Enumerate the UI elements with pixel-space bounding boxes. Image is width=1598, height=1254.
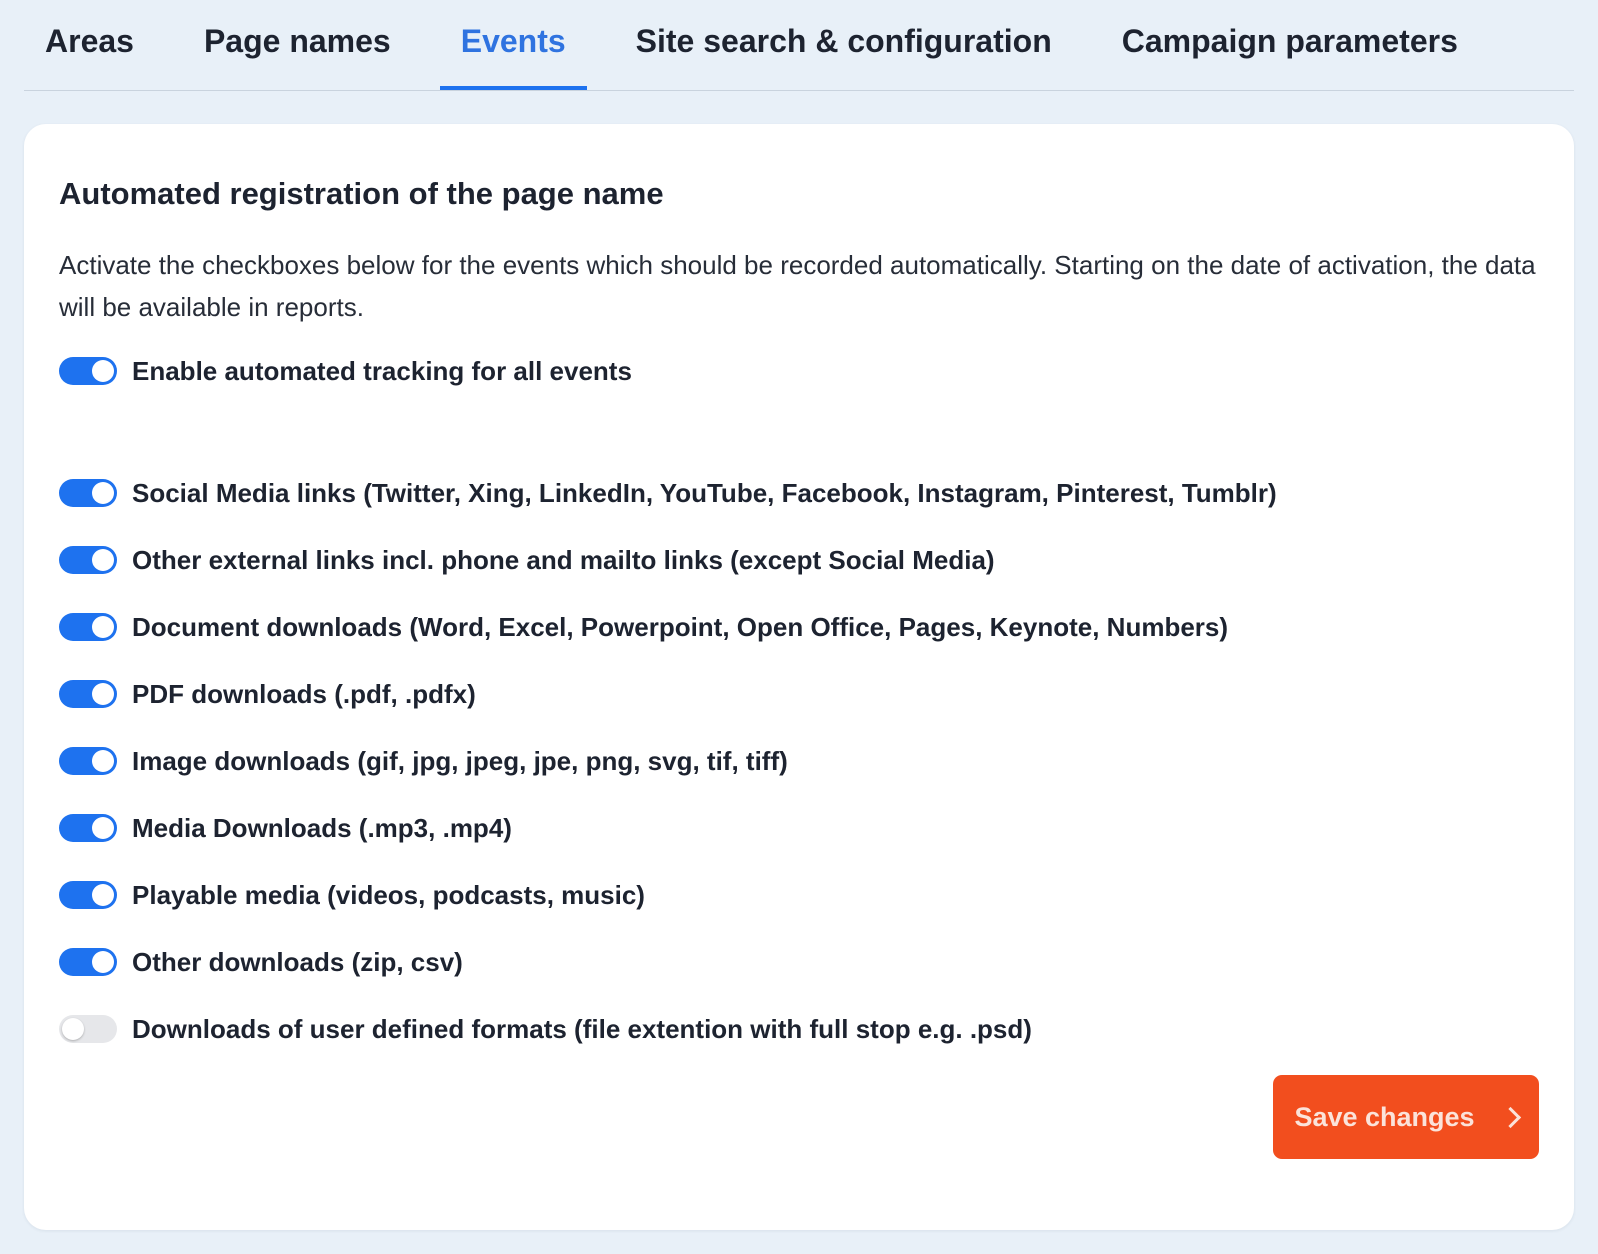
toggle-switch[interactable] xyxy=(59,613,117,641)
toggle-label: Media Downloads (.mp3, .mp4) xyxy=(132,812,512,843)
toggle-label: Image downloads (gif, jpg, jpeg, jpe, png, svg, tif, tiff) xyxy=(132,745,788,776)
tab-site-search-configuration[interactable]: Site search & configuration xyxy=(635,22,1052,59)
toggle-row-social-media[interactable] xyxy=(59,473,1277,513)
toggle-label: Downloads of user defined formats (file extention with full stop e.g. .psd) xyxy=(132,1013,1032,1044)
toggle-switch[interactable] xyxy=(59,881,117,909)
card-title: Automated registration of the page name xyxy=(59,176,664,211)
tab-bar xyxy=(24,0,1574,91)
switch-knob xyxy=(92,884,114,906)
toggle-label: Document downloads (Word, Excel, Powerpoint, Open Office, Pages, Keynote, Numbers) xyxy=(132,611,1229,642)
toggle-switch[interactable] xyxy=(59,948,117,976)
toggle-row-external-links[interactable] xyxy=(59,540,995,580)
toggle-switch[interactable] xyxy=(59,1015,117,1043)
switch-knob xyxy=(92,616,114,638)
toggle-label: Playable media (videos, podcasts, music) xyxy=(132,879,645,910)
tab-campaign-parameters[interactable]: Campaign parameters xyxy=(1121,22,1458,59)
toggle-switch[interactable] xyxy=(59,479,117,507)
toggle-row-media-downloads[interactable] xyxy=(59,808,512,848)
toggle-label: Other external links incl. phone and mailto links (except Social Media) xyxy=(132,544,995,575)
toggle-row-image-downloads[interactable] xyxy=(59,741,788,781)
save-changes-label: Save changes xyxy=(1294,1101,1475,1132)
switch-knob xyxy=(92,951,114,973)
chevron-right-icon xyxy=(1499,1106,1520,1127)
switch-knob xyxy=(92,360,114,382)
switch-knob xyxy=(62,1018,84,1040)
toggle-row-playable-media[interactable] xyxy=(59,875,645,915)
switch-knob xyxy=(92,817,114,839)
toggle-switch[interactable] xyxy=(59,814,117,842)
master-toggle-row[interactable] xyxy=(59,351,632,391)
toggle-switch[interactable] xyxy=(59,546,117,574)
switch-knob xyxy=(92,482,114,504)
master-toggle-switch[interactable] xyxy=(59,357,117,385)
tab-page-names[interactable]: Page names xyxy=(203,22,391,59)
switch-knob xyxy=(92,549,114,571)
toggle-label: PDF downloads (.pdf, .pdfx) xyxy=(132,678,476,709)
toggle-row-pdf-downloads[interactable] xyxy=(59,674,476,714)
card-description: Activate the checkboxes below for the events which should be recorded automatically. Starting on the date of activation, the data will be available in reports. xyxy=(59,250,1536,322)
events-settings-card xyxy=(24,124,1574,1230)
save-changes-button[interactable] xyxy=(1273,1075,1539,1159)
toggle-row-user-defined-formats[interactable] xyxy=(59,1009,1032,1049)
tab-events[interactable]: Events xyxy=(440,0,587,90)
toggle-row-document-downloads[interactable] xyxy=(59,607,1228,647)
switch-knob xyxy=(92,683,114,705)
tab-areas[interactable]: Areas xyxy=(45,22,134,59)
toggle-switch[interactable] xyxy=(59,747,117,775)
toggle-label: Social Media links (Twitter, Xing, LinkedIn, YouTube, Facebook, Instagram, Pinterest, Tumblr) xyxy=(132,477,1277,508)
master-toggle-label: Enable automated tracking for all events xyxy=(132,355,632,386)
toggle-label: Other downloads (zip, csv) xyxy=(132,946,463,977)
switch-knob xyxy=(92,750,114,772)
toggle-switch[interactable] xyxy=(59,680,117,708)
toggle-row-other-downloads[interactable] xyxy=(59,942,463,982)
